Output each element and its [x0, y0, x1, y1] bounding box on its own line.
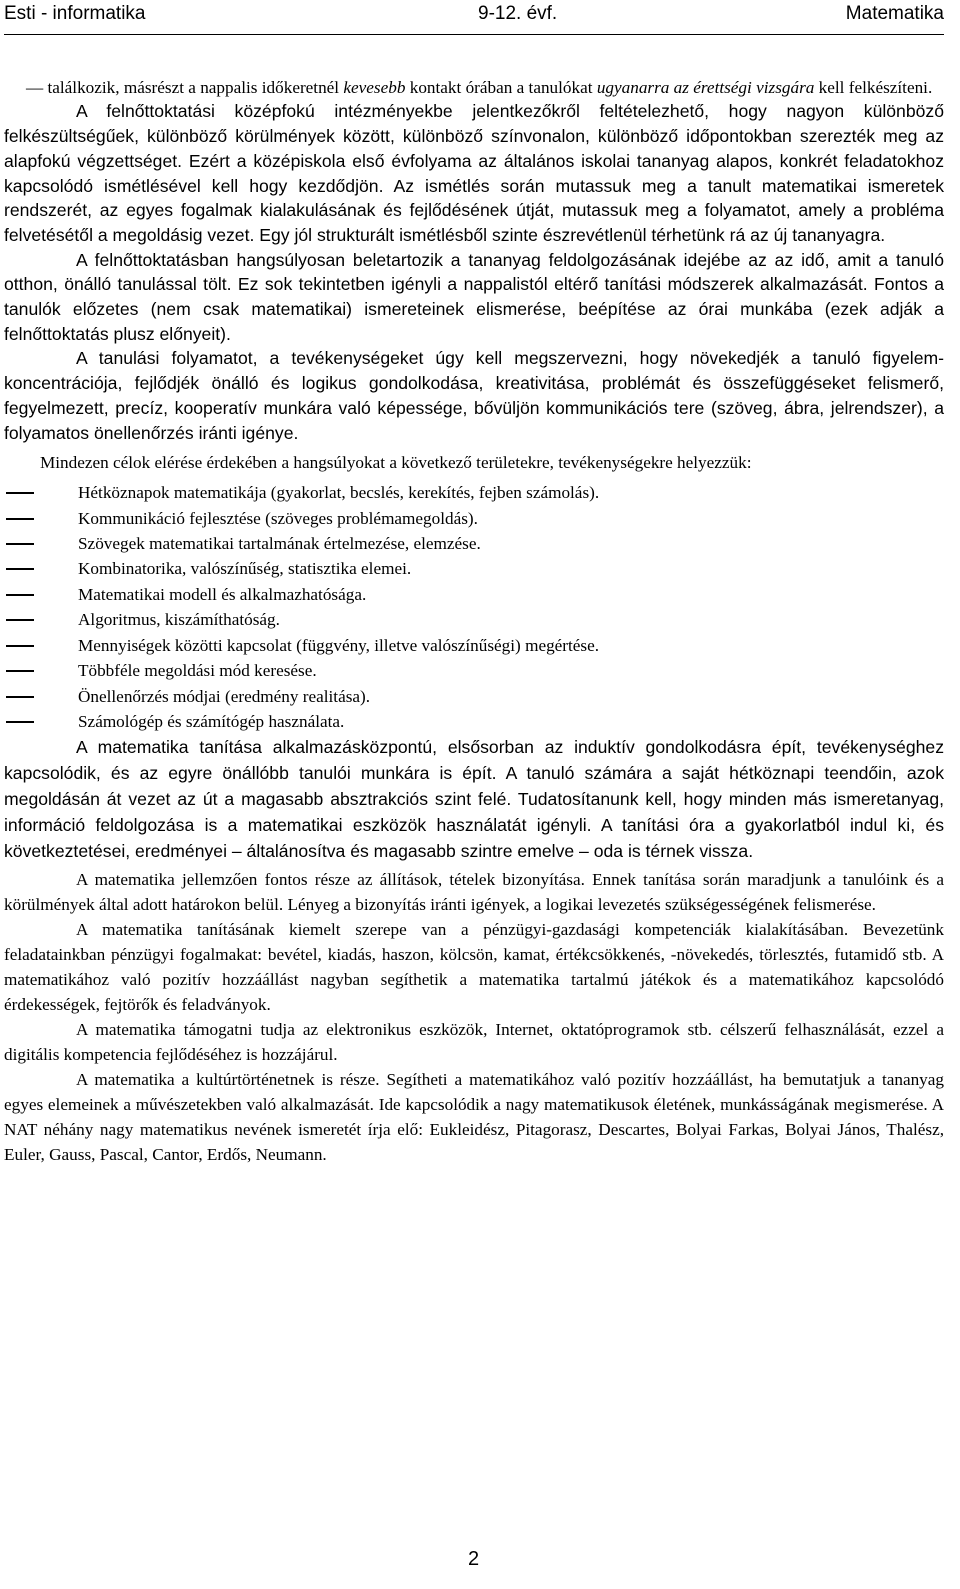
list-item: Önellenőrzés módjai (eredmény realitása). [4, 684, 944, 709]
list-item: Matematikai modell és alkalmazhatósága. [4, 582, 944, 607]
header-center: 9-12. évf. [478, 3, 558, 24]
dash-bullet [6, 721, 34, 723]
list-item: Kommunikáció fejlesztése (szöveges problémamegoldás). [4, 506, 944, 531]
page-header [4, 3, 944, 27]
paragraph-9: A matematika a kultúrtörténetnek is része. Segítheti a matematikához való pozitív hozzáállást, ha bemutatjuk a tananyag egyes elemeinek a művészetekben való alkalmazását. Ide kapcsolódik a nagy matematikusok életének, munkásságának megismerése. A NAT néhány nagy matematikus nevének ismeretét írja elő: Eukleidész, Pitagorasz, Descartes, Bolyai Farkas, Bolyai János, Thalész, Euler, Gauss, Pascal, Cantor, Erdős, Neumann. [4, 1070, 944, 1165]
header-right: Matematika [845, 3, 944, 24]
dash-bullet [6, 670, 34, 672]
dash-bullet [6, 543, 34, 545]
page-number: 2 [468, 1548, 480, 1570]
intro-emphasis-2: ugyanarra az érettségi vizsgára [596, 78, 815, 97]
dash-bullet [6, 594, 34, 596]
list-item: Hétköznapok matematikája (gyakorlat, becslés, kerekítés, fejben számolás). [4, 480, 944, 505]
paragraph-2: A felnőttoktatásban hangsúlyosan beletartozik a tananyag feldolgozásának idejébe az az idő, amit a tanuló otthon, önálló tanulással tölt. Ez sok tekintetben igényli a nappalistól eltérő tanítási módszerek alkalmazását. Fontos a tanulók előzetes (nem csak matematikai) ismereteinek elismerése, beépítése az órai munkába (ezek adják a felnőttoktatás plusz előnyeit). [4, 249, 944, 344]
list-item: Számológép és számítógép használata. [4, 709, 944, 734]
list-item: Szövegek matematikai tartalmának értelmezése, elemzése. [4, 531, 944, 556]
paragraph-5: A matematika tanítása alkalmazásközpontú, elsősorban az induktív gondolkodásra épít, tevékenységhez kapcsolódik, és az egyre önállóbb tanulói munkára is épít. A tanuló számára a saját hétköznapi teendőin, azok megoldásán át vezet az út a magasabb absztrakciós szint felé. Tudatosítanunk kell, hogy minden más ismeretanyag, információ feldolgozása is a matematikai eszközök használatát igényli. A tanítási óra a gyakorlatból indul ki, és következtetései, eredményei – általánosítva és magasabb szintre emelve – oda is térnek vissza. [4, 737, 944, 862]
document-page [4, 0, 944, 1589]
header-rule [4, 34, 944, 35]
dash-bullet [6, 518, 34, 520]
intro-text-1: találkozik, másrészt a nappalis időkeretnél [43, 78, 344, 97]
list-item: Algoritmus, kiszámíthatóság. [4, 607, 944, 632]
intro-text-2: kontakt órában a tanulókat [405, 78, 597, 97]
intro-emphasis-1: kevesebb [343, 78, 406, 97]
paragraph-6: A matematika jellemzően fontos része az állítások, tételek bizonyítása. Ennek tanítása során maradjunk a tanulóink és a körülmények által adott határokon belül. Lényeg a bizonyítás iránti igények, a logikai levezetés szükségességének felismerése. [4, 870, 944, 915]
list-item: Mennyiségek közötti kapcsolat (függvény, illetve valószínűségi) megértése. [4, 633, 944, 658]
focus-list [4, 476, 944, 734]
dash-bullet [6, 696, 34, 698]
dash-bullet [6, 492, 34, 494]
paragraph-1: A felnőttoktatási középfokú intézményekbe jelentkezőkről feltételezhető, hogy nagyon különböző felkészültségűek, különböző körülmények között, különböző színvonalon, különböző időpontokban szerezték meg az alapfokú végzettséget. Ezért a középiskola első évfolyama az általános iskolai tananyag alapos, konkrét feladatokhoz kapcsolódó ismétlésével kell hogy kezdődjön. Az ismétlés során mutassuk meg a tanult matematikai ismeretek rendszerét, az egyes fogalmak kialakulásának és fejlődésének útját, mutassuk meg a folyamatot, amely a probléma felvetésétől a megoldásig vezet. Egy jól strukturált ismétlésből szinte észrevétlenül térhetünk rá az új tananyagra. [4, 101, 944, 245]
header-left: Esti - informatika [4, 3, 146, 24]
dash-bullet [6, 619, 34, 621]
paragraph-7: A matematika tanításának kiemelt szerepe van a pénzügyi-gazdasági kompetenciák kialakításában. Bevezetünk feladatainkban pénzügyi fogalmakat: bevétel, kiadás, haszon, kölcsön, kamat, értékcsökkenés, -növekedés, törlesztés, futamidő stb. A matematikához való pozitív hozzáállást nagyban segíthetik a matematika tartalmú játékok és a matematikához kapcsolódó érdekességek, fejtörők és feladványok. [4, 920, 944, 1015]
list-item: Többféle megoldási mód keresése. [4, 658, 944, 683]
page-body [4, 76, 944, 1167]
paragraph-8: A matematika támogatni tudja az elektronikus eszközök, Internet, oktatóprogramok stb. célszerű felhasználását, ezzel a digitális kompetencia fejlődéséhez is hozzájárul. [4, 1020, 944, 1065]
intro-paragraph [4, 76, 944, 99]
intro-text-3: kell felkészíteni. [814, 78, 933, 97]
paragraph-3: A tanulási folyamatot, a tevékenységeket úgy kell megszervezni, hogy növekedjék a tanuló figyelem-koncentrációja, fejlődjék önálló és logikus gondolkodása, kreativitása, problémát és összefüggéseket felismerő, fegyelmezett, precíz, kooperatív munkára való képessége, bővüljön kommunikációs tere (szöveg, ábra, jelrendszer), a folyamatos önellenőrzés iránti igénye. [4, 348, 944, 443]
dash-bullet [6, 568, 34, 570]
list-item: Kombinatorika, valószínűség, statisztika elemei. [4, 556, 944, 581]
intro-dash: — [26, 78, 44, 97]
paragraph-4: Mindezen célok elérése érdekében a hangsúlyokat a következő területekre, tevékenységekre helyezzük: [40, 453, 752, 473]
dash-bullet [6, 645, 34, 647]
